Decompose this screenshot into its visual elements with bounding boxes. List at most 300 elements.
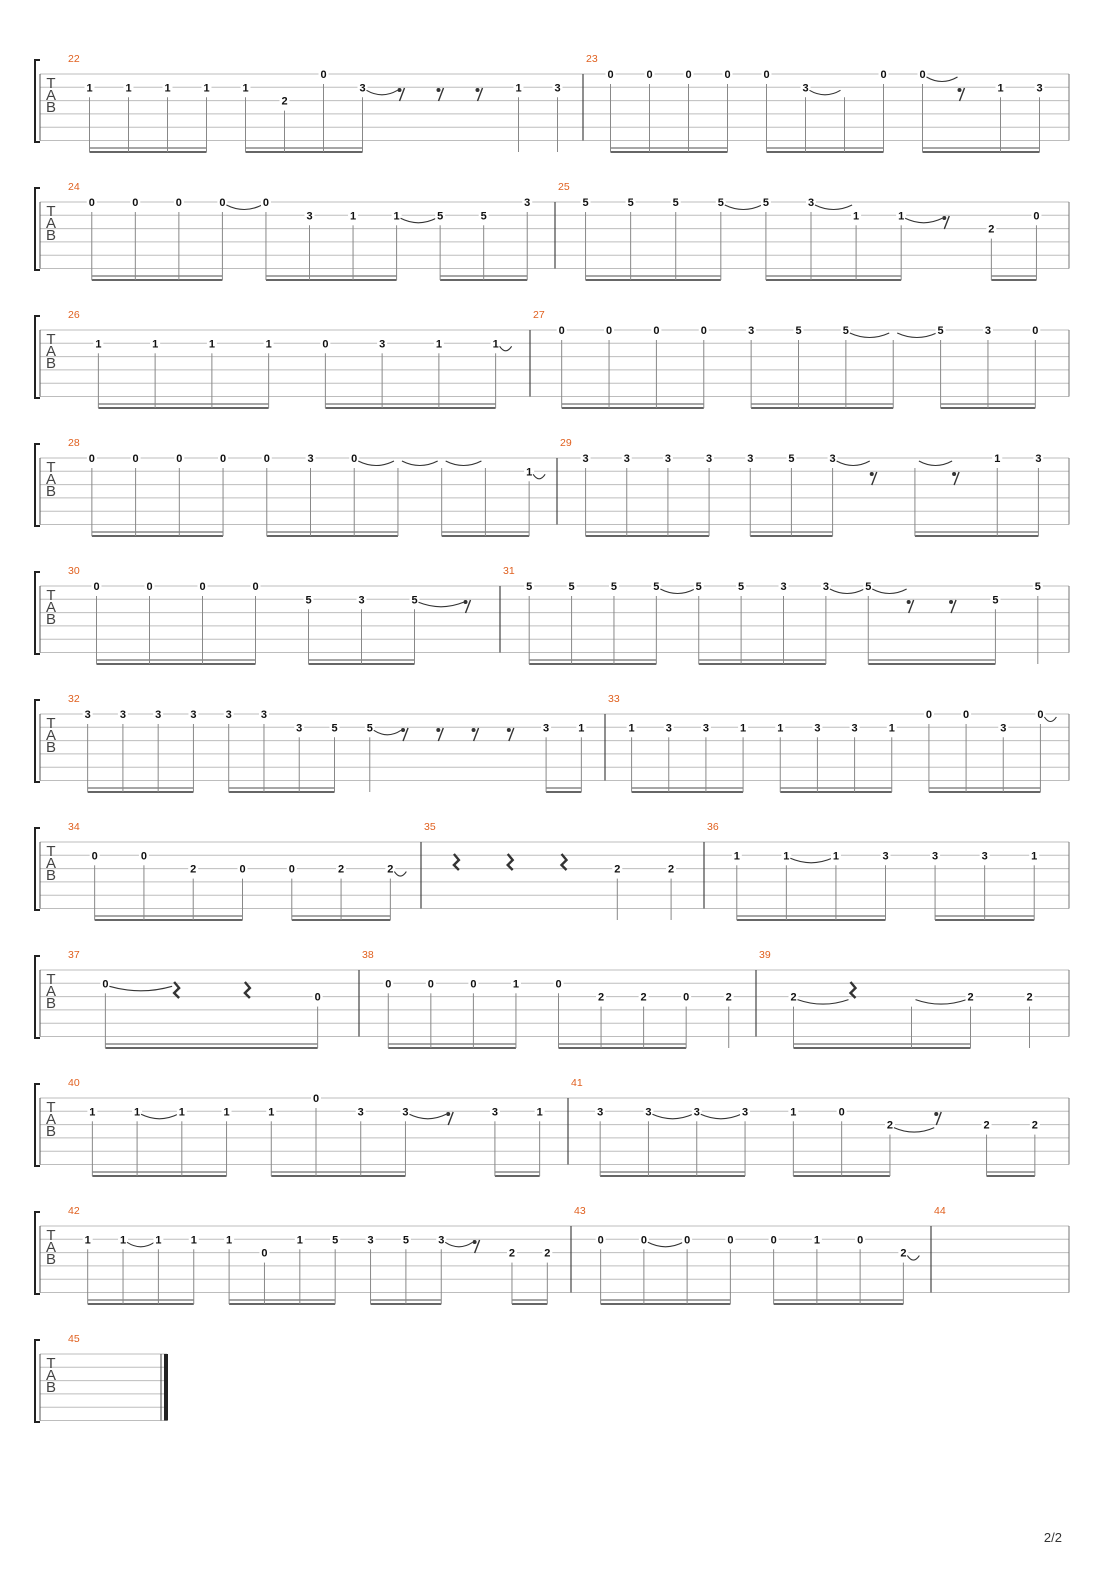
- system-bracket: [35, 1340, 40, 1422]
- fret-number: 1: [164, 82, 171, 95]
- fret-number: 1: [790, 1106, 797, 1119]
- fret-number: 0: [770, 1234, 777, 1247]
- fret-number: 3: [554, 82, 561, 95]
- fret-number: 3: [882, 850, 889, 863]
- sixteenth-rest-dot: [446, 1112, 450, 1116]
- fret-number: 1: [888, 722, 895, 735]
- fret-number: 3: [225, 709, 232, 721]
- tab-clef-letter: A: [45, 343, 57, 360]
- fret-number: 2: [387, 863, 394, 876]
- measure-number: 39: [759, 949, 771, 961]
- fret-number: 3: [664, 453, 671, 465]
- fret-number: 5: [937, 325, 944, 337]
- fret-number: 0: [252, 581, 259, 593]
- sixteenth-rest-dot: [870, 472, 874, 476]
- tie-arc: [905, 218, 942, 223]
- tie-arc: [919, 461, 952, 466]
- final-barline-thick: [164, 1354, 168, 1421]
- measure-number: 44: [934, 1205, 946, 1217]
- tie-arc: [500, 346, 512, 351]
- fret-number: 5: [582, 197, 589, 209]
- fret-number: 3: [807, 197, 815, 209]
- fret-number: 0: [385, 978, 392, 991]
- tab-clef-letter: T: [46, 587, 56, 604]
- fret-number: 0: [880, 69, 887, 81]
- sixteenth-rest-dot: [907, 600, 911, 604]
- fret-number: 1: [777, 722, 784, 735]
- fret-number: 3: [780, 581, 787, 593]
- fret-number: 1: [740, 722, 747, 735]
- fret-number: 3: [693, 1106, 700, 1119]
- tie-arc: [419, 602, 464, 607]
- system-bracket: [35, 828, 40, 910]
- fret-number: 2: [886, 1119, 894, 1132]
- fret-number: 0: [322, 338, 329, 351]
- sixteenth-rest-dot: [464, 600, 468, 604]
- fret-number: 2: [1031, 1119, 1038, 1132]
- tie-arc: [367, 90, 398, 95]
- fret-number: 0: [351, 453, 358, 465]
- quarter-rest: [174, 982, 179, 998]
- sixteenth-rest-dot: [398, 88, 402, 92]
- fret-number: 3: [582, 453, 589, 465]
- tie-arc: [109, 986, 172, 991]
- tab-clef-letter: B: [45, 227, 57, 244]
- fret-number: 0: [925, 709, 932, 721]
- fret-number: 0: [314, 991, 321, 1004]
- fret-number: 0: [132, 197, 139, 209]
- fret-number: 0: [646, 69, 653, 81]
- tab-clef-letter: A: [45, 855, 57, 872]
- quarter-rest: [562, 854, 567, 870]
- fret-number: 1: [95, 338, 102, 351]
- system-bracket: [35, 700, 40, 782]
- fret-number: 3: [543, 722, 550, 735]
- fret-number: 0: [91, 850, 98, 863]
- fret-number: 1: [190, 1234, 197, 1247]
- tie-arc: [127, 1242, 154, 1247]
- tie-arc: [446, 461, 482, 466]
- fret-number: 1: [628, 722, 635, 735]
- measure-number: 38: [362, 949, 374, 961]
- fret-number: 1: [832, 850, 839, 863]
- fret-number: 0: [607, 69, 614, 81]
- fret-number: 3: [296, 722, 303, 735]
- fret-number: 5: [366, 722, 373, 735]
- quarter-rest: [508, 854, 513, 870]
- measure-number: 29: [560, 437, 572, 449]
- fret-number: 2: [668, 863, 675, 876]
- fret-number: 0: [919, 69, 926, 81]
- tab-clef-letter: T: [46, 203, 56, 220]
- sixteenth-rest-dot: [934, 1112, 938, 1116]
- fret-number: 0: [605, 325, 613, 337]
- fret-number: 5: [627, 197, 634, 209]
- fret-number: 1: [84, 1234, 91, 1247]
- tie-arc: [409, 1114, 446, 1119]
- fret-number: 5: [610, 581, 618, 593]
- quarter-rest: [454, 854, 459, 870]
- tab-clef-letter: A: [45, 983, 57, 1000]
- fret-number: 5: [402, 1234, 409, 1247]
- fret-number: 2: [967, 991, 974, 1004]
- fret-number: 1: [393, 210, 400, 223]
- fret-number: 5: [480, 210, 487, 223]
- fret-number: 0: [312, 1093, 320, 1105]
- tie-arc: [725, 205, 762, 210]
- tie-arc: [897, 333, 936, 338]
- fret-number: 2: [640, 991, 647, 1004]
- fret-number: 2: [1026, 991, 1033, 1004]
- tab-clef-letter: B: [45, 1379, 57, 1396]
- fret-number: 2: [614, 863, 621, 876]
- tie-arc: [701, 1114, 741, 1119]
- fret-number: 0: [727, 1234, 734, 1247]
- fret-number: 0: [653, 325, 660, 337]
- fret-number: 3: [260, 709, 268, 721]
- tab-clef-letter: A: [45, 727, 57, 744]
- tie-arc: [226, 205, 262, 210]
- fret-number: 1: [86, 82, 93, 95]
- sixteenth-rest-dot: [401, 728, 405, 732]
- fret-number: 5: [653, 581, 660, 593]
- measure-number: 30: [68, 565, 80, 577]
- tab-clef-letter: A: [45, 599, 57, 616]
- fret-number: 0: [288, 863, 295, 876]
- fret-number: 0: [102, 978, 109, 991]
- fret-number: 5: [738, 581, 745, 593]
- tab-clef-letter: A: [45, 1111, 57, 1128]
- fret-number: 0: [219, 453, 227, 465]
- fret-number: 3: [851, 722, 858, 735]
- fret-number: 0: [175, 197, 182, 209]
- fret-number: 2: [190, 863, 197, 876]
- system-bracket: [35, 60, 40, 142]
- measure-number: 42: [68, 1205, 80, 1217]
- fret-number: 5: [717, 197, 724, 209]
- fret-number: 5: [788, 453, 795, 465]
- fret-number: 3: [190, 709, 197, 721]
- sixteenth-rest-dot: [952, 472, 956, 476]
- measure-number: 35: [424, 821, 436, 833]
- fret-number: 1: [783, 850, 790, 863]
- fret-number: 1: [349, 210, 357, 223]
- fret-number: 0: [1032, 325, 1039, 337]
- fret-number: 5: [672, 197, 679, 209]
- fret-number: 5: [437, 210, 444, 223]
- fret-number: 2: [790, 991, 797, 1004]
- fret-number: 0: [132, 453, 139, 465]
- tab-clef-letter: A: [45, 1239, 57, 1256]
- tab-clef-letter: B: [45, 611, 57, 628]
- sixteenth-rest-dot: [507, 728, 511, 732]
- fret-number: 3: [747, 453, 754, 465]
- fret-number: 3: [438, 1234, 445, 1247]
- fret-number: 0: [239, 863, 246, 876]
- fret-number: 1: [223, 1106, 230, 1119]
- fret-number: 3: [748, 325, 755, 337]
- fret-number: 5: [305, 594, 312, 607]
- fret-number: 0: [763, 69, 770, 81]
- fret-number: 0: [685, 69, 692, 81]
- sixteenth-rest-dot: [476, 88, 480, 92]
- fret-number: 1: [134, 1106, 141, 1119]
- tab-clef-letter: B: [45, 99, 57, 116]
- fret-number: 5: [795, 325, 802, 337]
- fret-number: 3: [702, 722, 709, 735]
- quarter-rest: [851, 982, 856, 998]
- measure-number: 28: [68, 437, 80, 449]
- fret-number: 1: [119, 1234, 127, 1247]
- measure-number: 45: [68, 1333, 80, 1345]
- fret-number: 1: [898, 210, 905, 223]
- fret-number: 0: [88, 197, 95, 209]
- fret-number: 3: [597, 1106, 604, 1119]
- tab-clef-letter: B: [45, 1123, 57, 1140]
- fret-number: 0: [857, 1234, 864, 1247]
- fret-number: 3: [706, 453, 713, 465]
- fret-number: 3: [357, 1106, 364, 1119]
- tab-clef-letter: B: [45, 355, 57, 372]
- fret-number: 1: [125, 82, 132, 95]
- fret-number: 0: [640, 1234, 647, 1247]
- tab-clef-letter: A: [45, 87, 57, 104]
- measure-number: 33: [608, 693, 620, 705]
- fret-number: 2: [725, 991, 732, 1004]
- tie-arc: [648, 1242, 683, 1247]
- fret-number: 1: [265, 338, 272, 351]
- fret-number: 0: [176, 453, 183, 465]
- sixteenth-rest-dot: [942, 216, 946, 220]
- tie-arc: [1044, 717, 1056, 722]
- measure-number: 25: [558, 181, 570, 193]
- fret-number: 3: [741, 1106, 749, 1119]
- system-bracket: [35, 188, 40, 270]
- fret-number: 0: [470, 978, 477, 991]
- tie-arc: [445, 1242, 472, 1247]
- fret-number: 5: [411, 594, 418, 607]
- tab-clef-letter: B: [45, 995, 57, 1012]
- fret-number: 3: [84, 709, 91, 721]
- tie-arc: [850, 333, 889, 338]
- fret-number: 3: [984, 325, 992, 337]
- tie-arc: [907, 1256, 919, 1261]
- fret-number: 3: [306, 210, 313, 223]
- fret-number: 3: [932, 850, 939, 863]
- fret-number: 0: [1033, 210, 1040, 223]
- tab-clef-letter: A: [45, 1367, 57, 1384]
- tab-clef-letter: T: [46, 1099, 56, 1116]
- tab-clef-letter: T: [46, 715, 56, 732]
- fret-number: 2: [281, 95, 288, 108]
- tab-clef-letter: T: [46, 843, 56, 860]
- fret-number: 0: [558, 325, 565, 337]
- measure-number: 36: [707, 821, 719, 833]
- fret-number: 1: [155, 1234, 162, 1247]
- fret-number: 0: [555, 978, 562, 991]
- fret-number: 3: [402, 1106, 409, 1119]
- fret-number: 5: [695, 581, 702, 593]
- tie-arc: [394, 872, 406, 877]
- fret-number: 3: [307, 453, 314, 465]
- tab-clef-letter: T: [46, 331, 56, 348]
- tie-arc: [798, 1000, 849, 1005]
- system-bracket: [35, 1212, 40, 1294]
- fret-number: 0: [1037, 709, 1044, 721]
- fret-number: 1: [1031, 850, 1038, 863]
- fret-number: 1: [536, 1106, 543, 1119]
- tie-arc: [652, 1114, 692, 1119]
- tie-arc: [916, 1000, 967, 1005]
- fret-number: 5: [762, 197, 769, 209]
- tie-arc: [837, 461, 870, 466]
- measure-number: 31: [503, 565, 515, 577]
- fret-number: 1: [492, 338, 499, 351]
- fret-number: 3: [802, 82, 809, 95]
- tie-arc: [830, 589, 864, 594]
- system-bracket: [35, 956, 40, 1038]
- fret-number: 0: [597, 1234, 604, 1247]
- sixteenth-rest-dot: [436, 728, 440, 732]
- fret-number: 1: [226, 1234, 233, 1247]
- tab-clef-letter: T: [46, 75, 56, 92]
- tab-clef-letter: T: [46, 459, 56, 476]
- fret-number: 3: [359, 82, 366, 95]
- fret-number: 5: [331, 722, 338, 735]
- tie-arc: [660, 589, 694, 594]
- tab-clef-letter: B: [45, 483, 57, 500]
- fret-number: 3: [1036, 82, 1043, 95]
- tab-clef-letter: B: [45, 739, 57, 756]
- tab-clef-letter: A: [45, 471, 57, 488]
- fret-number: 3: [119, 709, 126, 721]
- measure-number: 43: [574, 1205, 586, 1217]
- fret-number: 1: [208, 338, 215, 351]
- tab-clef-letter: T: [46, 971, 56, 988]
- fret-number: 3: [665, 722, 672, 735]
- fret-number: 2: [597, 991, 605, 1004]
- tie-arc: [358, 461, 394, 466]
- tab-clef-letter: B: [45, 1251, 57, 1268]
- fret-number: 3: [645, 1106, 652, 1119]
- tie-arc: [872, 589, 906, 594]
- fret-number: 2: [988, 223, 995, 236]
- fret-number: 3: [379, 338, 386, 351]
- fret-number: 1: [296, 1234, 303, 1247]
- fret-number: 2: [508, 1247, 516, 1260]
- fret-number: 0: [199, 581, 206, 593]
- fret-number: 0: [93, 581, 100, 593]
- fret-number: 1: [578, 722, 585, 735]
- fret-number: 1: [242, 82, 249, 95]
- fret-number: 0: [140, 850, 147, 863]
- fret-number: 0: [838, 1106, 845, 1119]
- tie-arc: [810, 90, 841, 95]
- fret-number: 1: [268, 1106, 275, 1119]
- fret-number: 3: [623, 453, 630, 465]
- tab-clef-letter: A: [45, 215, 57, 232]
- fret-number: 0: [683, 991, 690, 1004]
- fret-number: 0: [261, 1247, 268, 1260]
- fret-number: 0: [320, 69, 327, 81]
- fret-number: 5: [842, 325, 849, 337]
- fret-number: 2: [338, 863, 345, 876]
- measure-number: 34: [68, 821, 80, 833]
- fret-number: 3: [491, 1106, 498, 1119]
- fret-number: 1: [152, 338, 159, 351]
- tie-arc: [374, 730, 401, 735]
- tie-arc: [790, 858, 832, 863]
- fret-number: 0: [724, 69, 731, 81]
- measure-number: 22: [68, 53, 80, 65]
- fret-number: 3: [829, 453, 836, 465]
- fret-number: 2: [900, 1247, 907, 1260]
- tie-arc: [402, 461, 438, 466]
- sixteenth-rest-dot: [958, 88, 962, 92]
- fret-number: 0: [219, 197, 226, 209]
- fret-number: 5: [526, 581, 533, 593]
- system-bracket: [35, 316, 40, 398]
- tie-arc: [894, 1128, 934, 1133]
- sixteenth-rest-dot: [949, 600, 953, 604]
- fret-number: 3: [524, 197, 531, 209]
- fret-number: 3: [358, 594, 365, 607]
- measure-number: 37: [68, 949, 80, 961]
- fret-number: 3: [814, 722, 821, 735]
- measure-number: 26: [68, 309, 80, 321]
- fret-number: 0: [963, 709, 970, 721]
- fret-number: 5: [992, 594, 999, 607]
- fret-number: 1: [203, 82, 210, 95]
- system-bracket: [35, 444, 40, 526]
- fret-number: 5: [1034, 581, 1041, 593]
- fret-number: 1: [733, 850, 740, 863]
- fret-number: 3: [367, 1234, 374, 1247]
- tie-arc: [401, 218, 437, 223]
- measure-number: 27: [533, 309, 545, 321]
- fret-number: 1: [512, 978, 520, 991]
- fret-number: 0: [700, 325, 707, 337]
- fret-number: 5: [332, 1234, 339, 1247]
- fret-number: 0: [88, 453, 95, 465]
- page-number: 2/2: [1043, 1530, 1062, 1545]
- measure-number: 40: [68, 1077, 80, 1089]
- measure-number: 41: [571, 1077, 583, 1089]
- measure-number: 24: [68, 181, 80, 193]
- fret-number: 0: [262, 197, 270, 209]
- tab-clef-letter: T: [46, 1355, 56, 1372]
- quarter-rest: [245, 982, 250, 998]
- tie-arc: [927, 77, 958, 82]
- fret-number: 5: [865, 581, 872, 593]
- fret-number: 5: [568, 581, 575, 593]
- measure-number: 32: [68, 693, 80, 705]
- fret-number: 1: [813, 1234, 820, 1247]
- fret-number: 1: [997, 82, 1004, 95]
- fret-number: 1: [526, 466, 533, 479]
- fret-number: 0: [146, 581, 153, 593]
- tab-clef-letter: B: [45, 867, 57, 884]
- tie-arc: [533, 474, 545, 479]
- fret-number: 1: [515, 82, 522, 95]
- fret-number: 3: [1000, 722, 1007, 735]
- tie-arc: [815, 205, 852, 210]
- fret-number: 2: [983, 1119, 990, 1132]
- fret-number: 3: [981, 850, 988, 863]
- sixteenth-rest-dot: [473, 1240, 477, 1244]
- fret-number: 0: [427, 978, 434, 991]
- sixteenth-rest-dot: [437, 88, 441, 92]
